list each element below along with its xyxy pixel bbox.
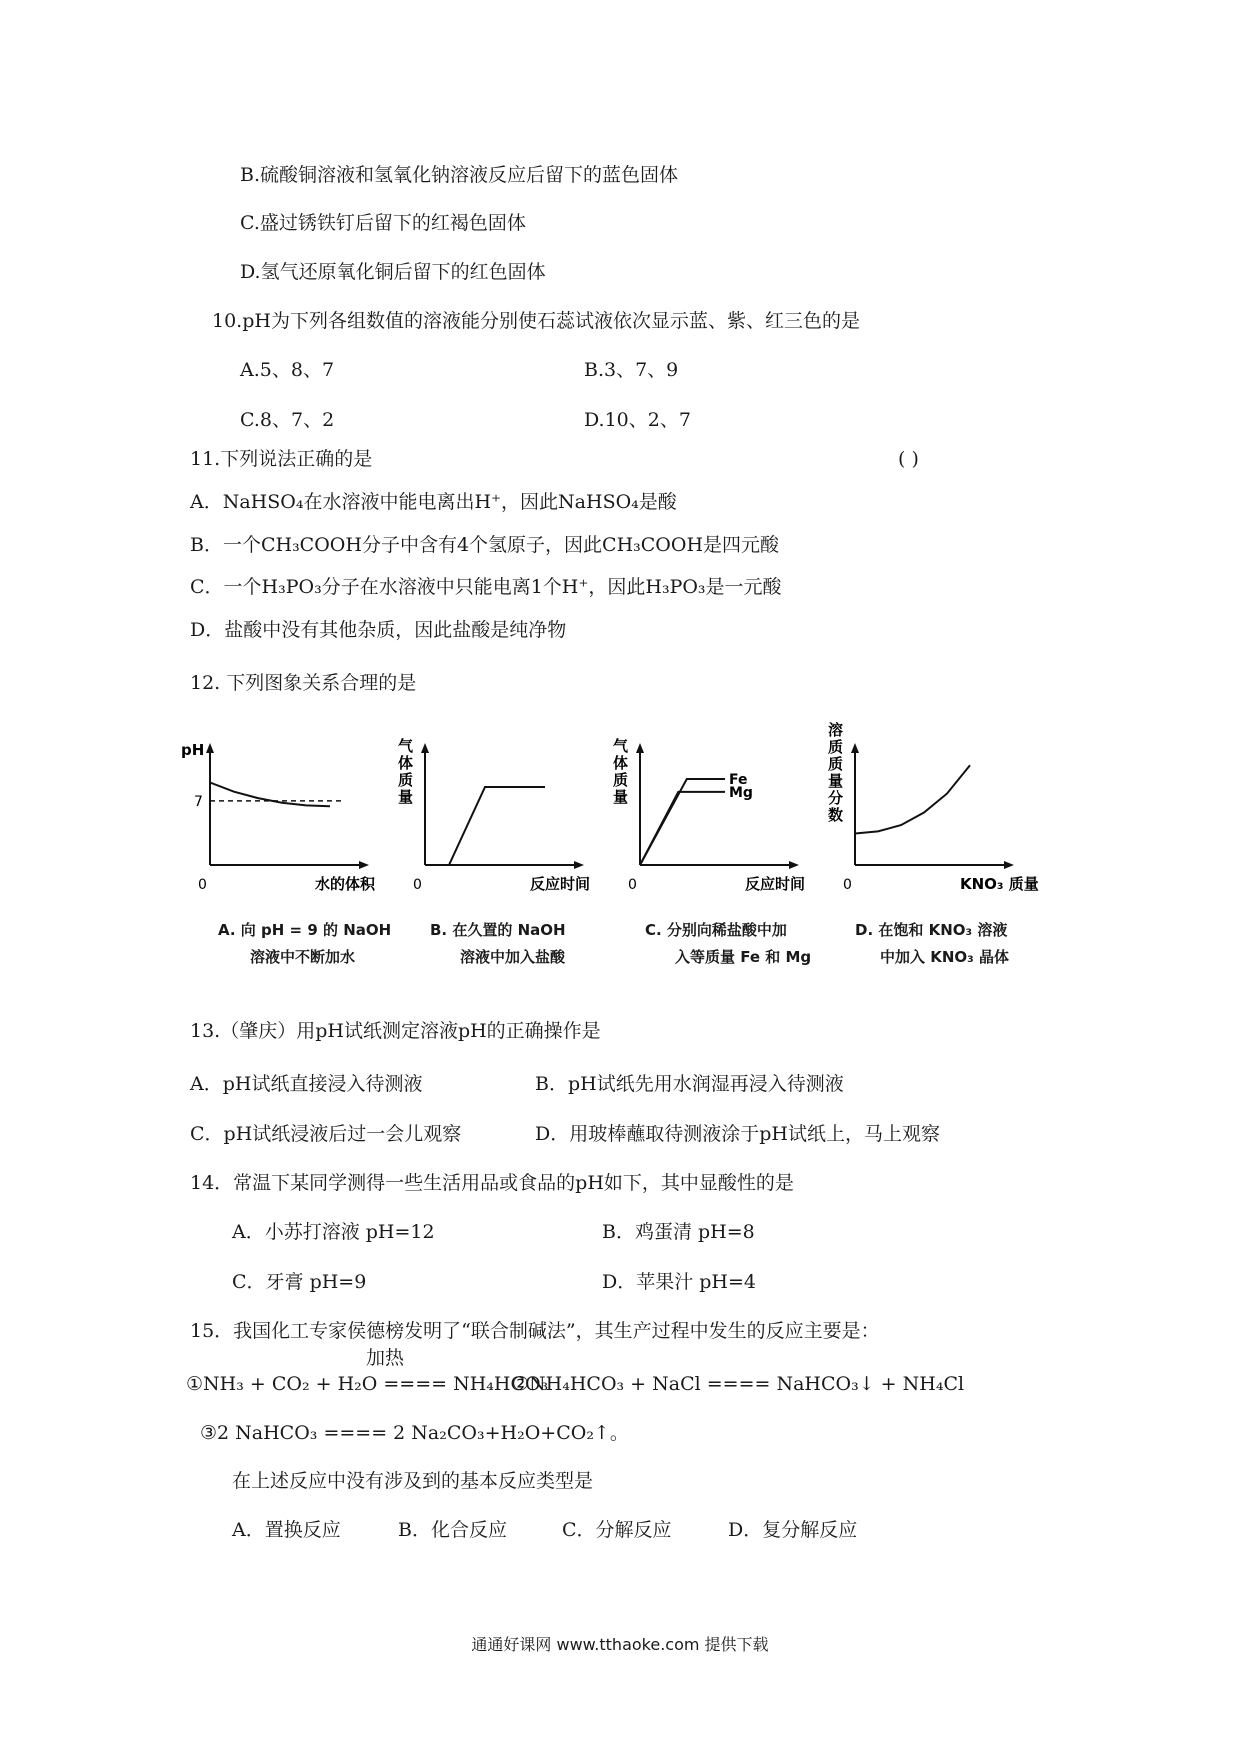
- q15-option-d: D．复分解反应: [728, 1519, 858, 1541]
- q9-option-c: C.盛过锈铁钉后留下的红褐色固体: [240, 212, 526, 234]
- q15-sub-stem: 在上述反应中没有涉及到的基本反应类型是: [232, 1470, 594, 1492]
- q13-option-a: A．pH试纸直接浸入待测液: [190, 1073, 423, 1095]
- q13-option-c: C．pH试纸浸液后过一会儿观察: [190, 1123, 462, 1145]
- chart-b-caption-1: B. 在久置的 NaOH: [430, 921, 566, 939]
- chart-a-caption-1: A. 向 pH = 9 的 NaOH: [218, 921, 392, 939]
- q14-option-c: C．牙膏 pH=9: [232, 1271, 367, 1293]
- chart-d-y-arrow: [851, 743, 859, 753]
- chart-a-origin-label: 0: [198, 877, 207, 893]
- chart-c-origin-label: 0: [628, 877, 637, 893]
- q10-option-c: C.8、7、2: [240, 409, 335, 431]
- chart-b-origin-label: 0: [413, 877, 422, 893]
- chart-b: [398, 735, 610, 905]
- q10-option-d: D.10、2、7: [584, 409, 691, 431]
- chart-d-y-label-char: 数: [828, 806, 844, 824]
- q9-option-d: D.氢气还原氧化铜后留下的红色固体: [240, 261, 546, 283]
- chart-a-y-arrow: [206, 743, 214, 753]
- chart-a-series-line: [210, 783, 330, 807]
- chart-b-caption-2: 溶液中加入盐酸: [460, 948, 566, 966]
- q15-option-a: A．置换反应: [232, 1519, 341, 1541]
- chart-c-y-label-char: 量: [613, 788, 629, 806]
- chart-a-y-tick: 7: [194, 793, 203, 810]
- chart-d-y-label-char: 分: [828, 789, 844, 807]
- q13-stem: 13.（肇庆）用pH试纸测定溶液pH的正确操作是: [190, 1020, 601, 1042]
- q11-answer-bracket: ( ): [898, 448, 919, 470]
- chart-c-series-line-mg: [640, 792, 725, 865]
- chart-c-x-arrow: [789, 861, 799, 869]
- q10-option-b: B.3、7、9: [584, 359, 679, 381]
- chart-b-y-label-char: 体: [398, 754, 414, 772]
- chart-b-y-label-char: 质: [398, 771, 414, 789]
- chart-b-y-label-char: 气: [398, 737, 414, 755]
- q14-stem: 14．常温下某同学测得一些生活用品或食品的pH如下，其中显酸性的是: [190, 1172, 794, 1194]
- chart-d-y-label-char: 质: [828, 755, 844, 773]
- chart-c-y-label-char: 质: [613, 771, 629, 789]
- chart-b-x-label: 反应时间: [530, 875, 591, 893]
- q11-option-a: A．NaHSO₄在水溶液中能电离出H⁺，因此NaHSO₄是酸: [190, 491, 677, 513]
- q12-stem: 12. 下列图象关系合理的是: [190, 672, 417, 694]
- chart-c-y-label-char: 气: [613, 737, 629, 755]
- q15-heat-label: 加热: [366, 1347, 405, 1369]
- chart-c-caption-2: 入等质量 Fe 和 Mg: [675, 948, 812, 966]
- q10-option-a: A.5、8、7: [240, 359, 335, 381]
- chart-a-caption-2: 溶液中不断加水: [250, 948, 356, 966]
- q15-reaction-3: ③2 NaHCO₃ ==== 2 Na₂CO₃+H₂O+CO₂↑。: [200, 1422, 629, 1444]
- chart-d-x-arrow: [1004, 861, 1014, 869]
- chart-b-x-arrow: [574, 861, 584, 869]
- chart-b-y-arrow: [421, 743, 429, 753]
- chart-b-series-line: [425, 787, 545, 865]
- chart-d-y-label-char: 溶: [828, 721, 844, 739]
- q13-option-d: D．用玻棒蘸取待测液涂于pH试纸上，马上观察: [535, 1123, 940, 1145]
- chart-c-y-label-char: 体: [613, 754, 629, 772]
- chart-d-caption-1: D. 在饱和 KNO₃ 溶液: [855, 921, 1008, 939]
- chart-d-origin-label: 0: [843, 877, 852, 893]
- q14-option-b: B．鸡蛋清 pH=8: [602, 1221, 755, 1243]
- chart-d-y-label-char: 量: [828, 772, 844, 790]
- chart-c: [613, 735, 825, 905]
- q11-option-b: B．一个CH₃COOH分子中含有4个氢原子，因此CH₃COOH是四元酸: [190, 534, 780, 556]
- q14-option-a: A．小苏打溶液 pH=12: [232, 1221, 435, 1243]
- q15-stem: 15．我国化工专家侯德榜发明了“联合制碱法”，其生产过程中发生的反应主要是：: [190, 1320, 880, 1342]
- chart-a: [181, 735, 395, 905]
- q15-reaction-1: ①NH₃ + CO₂ + H₂O ==== NH₄HCO₃: [186, 1373, 549, 1395]
- chart-d-x-label: KNO₃ 质量: [960, 875, 1039, 893]
- chart-d-y-label-char: 质: [828, 738, 844, 756]
- chart-a-x-label: 水的体积: [315, 875, 376, 893]
- q11-stem: 11.下列说法正确的是: [190, 448, 373, 470]
- q11-option-d: D．盐酸中没有其他杂质，因此盐酸是纯净物: [190, 619, 567, 641]
- q15-option-c: C．分解反应: [562, 1519, 672, 1541]
- chart-a-y-label: pH: [181, 741, 205, 759]
- chart-b-y-label-char: 量: [398, 788, 414, 806]
- chart-d: [828, 721, 1040, 905]
- chart-c-series-label: Mg: [729, 784, 753, 801]
- footer-credit: 通通好课网 www.tthaoke.com 提供下载: [471, 1635, 769, 1654]
- q10-stem: 10.pH为下列各组数值的溶液能分别使石蕊试液依次显示蓝、紫、红三色的是: [212, 310, 860, 332]
- chart-c-y-arrow: [636, 743, 644, 753]
- q11-option-c: C．一个H₃PO₃分子在水溶液中只能电离1个H⁺，因此H₃PO₃是一元酸: [190, 576, 782, 598]
- chart-d-caption-2: 中加入 KNO₃ 晶体: [880, 948, 1009, 966]
- chart-d-series-line: [855, 765, 970, 833]
- chart-c-caption-1: C. 分别向稀盐酸中加: [645, 921, 787, 939]
- chart-c-series-label: Fe: [729, 772, 748, 788]
- chart-c-x-label: 反应时间: [745, 875, 806, 893]
- q15-option-b: B．化合反应: [398, 1519, 507, 1541]
- chart-a-x-arrow: [359, 861, 369, 869]
- q13-option-b: B．pH试纸先用水润湿再浸入待测液: [535, 1073, 844, 1095]
- q15-reaction-2: ②NH₄HCO₃ + NaCl ==== NaHCO₃↓ + NH₄Cl: [512, 1373, 965, 1395]
- q14-option-d: D．苹果汁 pH=4: [602, 1271, 757, 1293]
- q9-option-b: B.硫酸铜溶液和氢氧化钠溶液反应后留下的蓝色固体: [240, 164, 679, 186]
